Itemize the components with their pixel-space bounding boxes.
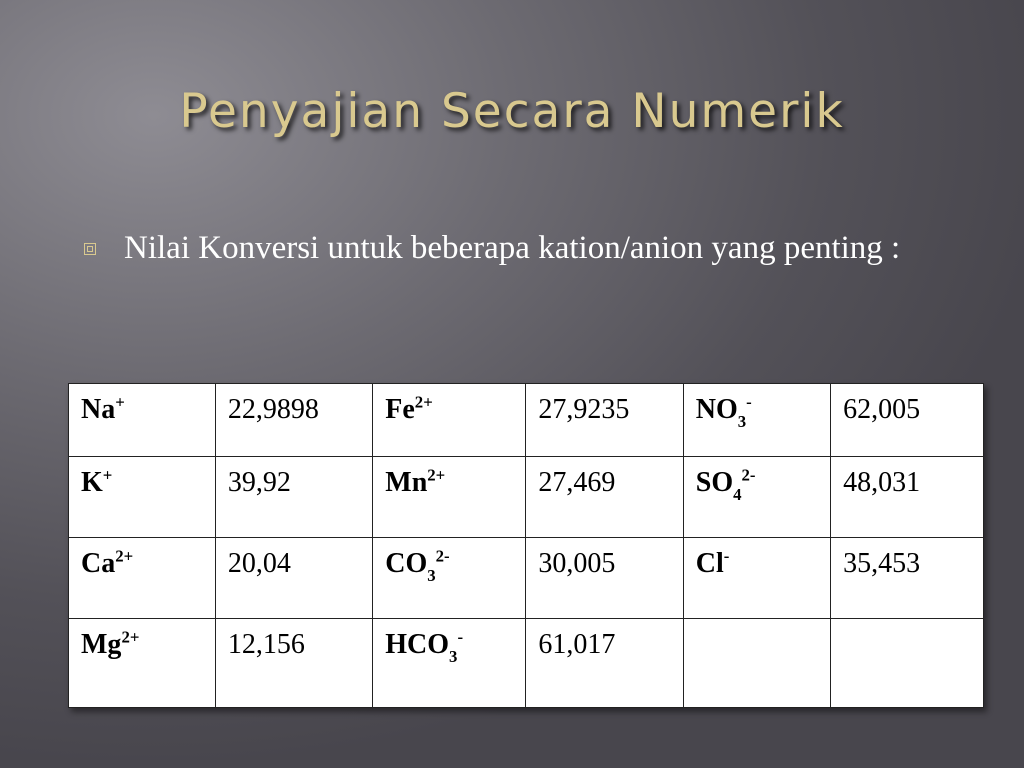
empty-cell: [683, 619, 830, 708]
ion-cell: [373, 619, 526, 708]
ion-cell: [683, 538, 830, 619]
ion-name: $HCO_3^-$: [385, 627, 464, 666]
empty-cell: [831, 619, 984, 708]
square-bullet-icon: [84, 243, 96, 255]
ion-cell: [373, 538, 526, 619]
ion-name: $Mg^{2+}$: [81, 627, 140, 660]
ion-cell: [683, 384, 830, 457]
bullet-item: [84, 226, 1014, 270]
table-row: [69, 384, 984, 457]
ion-name: Cl-: [695, 546, 730, 579]
value-cell: 35,453: [831, 538, 984, 619]
table-row: [69, 457, 984, 538]
ion-name: $Ca^{2+}$: [81, 546, 134, 579]
table-row: [69, 619, 984, 708]
conversion-table: [68, 383, 984, 708]
ion-name: $Mn^{2+}$: [385, 465, 446, 498]
ion-cell: [373, 457, 526, 538]
slide-title: Penyajian Secara Numerik: [179, 84, 845, 139]
ion-cell: [69, 457, 216, 538]
value-cell: 27,469: [526, 457, 683, 538]
ion-name: $Fe^{2+}$: [385, 392, 433, 425]
ion-cell: [69, 538, 216, 619]
ion-name: $CO_3^{2-}$: [385, 546, 450, 585]
table-row: [69, 538, 984, 619]
value-cell: 12,156: [215, 619, 372, 708]
value-cell: 22,9898: [215, 384, 372, 457]
value-cell: 20,04: [215, 538, 372, 619]
ion-cell: [69, 384, 216, 457]
bullet-text: Nilai Konversi untuk beberapa kation/anion yang penting :: [124, 230, 901, 266]
ion-name: $NO_3^-$: [695, 392, 752, 431]
value-cell: 39,92: [215, 457, 372, 538]
value-cell: 30,005: [526, 538, 683, 619]
ion-name: $SO_4^{2-}$: [695, 465, 756, 504]
value-cell: 27,9235: [526, 384, 683, 457]
ion-cell: [683, 457, 830, 538]
ion-name: Na+: [81, 392, 125, 425]
ion-cell: [69, 619, 216, 708]
value-cell: 61,017: [526, 619, 683, 708]
ion-name: K+: [81, 465, 113, 498]
value-cell: 48,031: [831, 457, 984, 538]
ion-cell: [373, 384, 526, 457]
value-cell: 62,005: [831, 384, 984, 457]
